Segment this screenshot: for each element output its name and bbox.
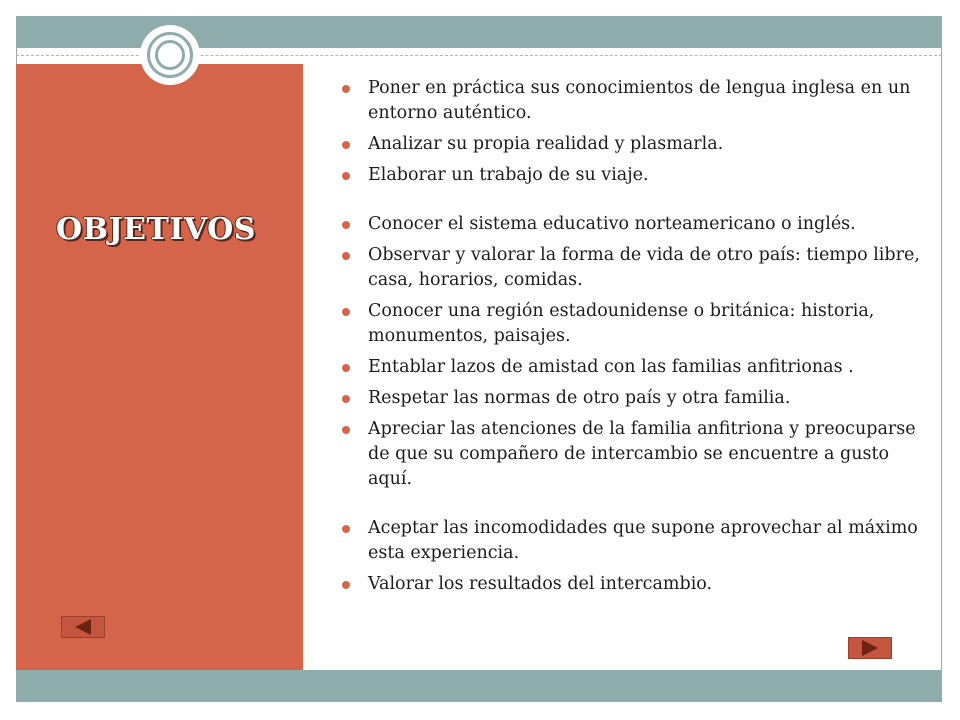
triangle-right-icon xyxy=(862,640,878,656)
list-item: Aceptar las incomodidades que supone aprovechar al máximo esta experiencia. xyxy=(342,516,922,566)
bullet-icon xyxy=(342,581,350,589)
bullet-icon xyxy=(342,172,350,180)
list-item: Apreciar las atenciones de la familia anfitriona y preocuparse de que su compañero de intercambio se encuentre a gusto aquí. xyxy=(342,417,922,492)
ring-ornament-icon xyxy=(140,25,200,85)
triangle-left-icon xyxy=(75,619,91,635)
bottom-band xyxy=(16,670,942,702)
bullet-icon xyxy=(342,395,350,403)
bullet-icon xyxy=(342,308,350,316)
list-item: Conocer el sistema educativo norteamericano o inglés. xyxy=(342,212,922,237)
objectives-list xyxy=(342,76,922,603)
list-item: Observar y valorar la forma de vida de otro país: tiempo libre, casa, horarios, comidas. xyxy=(342,243,922,293)
bullet-icon xyxy=(342,252,350,260)
bullet-icon xyxy=(342,221,350,229)
list-item: Elaborar un trabajo de su viaje. xyxy=(342,163,922,188)
bullet-icon xyxy=(342,525,350,533)
list-item: Poner en práctica sus conocimientos de lengua inglesa en un entorno auténtico. xyxy=(342,76,922,126)
bullet-icon xyxy=(342,426,350,434)
list-item: Entablar lazos de amistad con las familias anfitrionas . xyxy=(342,355,922,380)
list-item: Valorar los resultados del intercambio. xyxy=(342,572,922,597)
list-item: Conocer una región estadounidense o británica: historia, monumentos, paisajes. xyxy=(342,299,922,349)
previous-slide-button[interactable] xyxy=(61,616,105,638)
bullet-icon xyxy=(342,85,350,93)
bullet-icon xyxy=(342,364,350,372)
slide-title: OBJETIVOS xyxy=(56,212,256,247)
title-panel xyxy=(16,64,303,670)
bullet-icon xyxy=(342,141,350,149)
list-item: Analizar su propia realidad y plasmarla. xyxy=(342,132,922,157)
next-slide-button[interactable] xyxy=(848,637,892,659)
list-item: Respetar las normas de otro país y otra familia. xyxy=(342,386,922,411)
